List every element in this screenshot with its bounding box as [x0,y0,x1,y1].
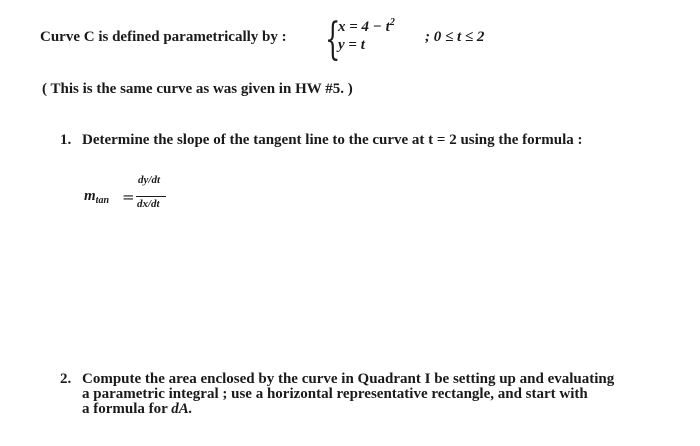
fraction-numerator: dy/dt [138,174,160,186]
question-2-line-3 [60,402,614,417]
question-2-dA: dA. [171,401,193,417]
equation-x [338,17,395,36]
question-2-line-3-text: a formula for [82,401,172,417]
question-2 [60,372,614,417]
fraction-bar [136,196,166,197]
fraction-denominator: dx/dt [137,198,160,210]
slope-subscript: tan [95,195,110,206]
question-2-line-2: a parametric integral ; use a horizontal representative rectangle, and start with [82,386,588,402]
slope-m: m [84,188,96,204]
question-2-line-1: Compute the area enclosed by the curve in Quadrant I be setting up and evaluating [82,371,615,387]
slope-symbol [84,188,109,206]
equation-x-exponent: 2 [389,17,395,28]
homework-note: ( This is the same curve as was given in HW #5. ) [42,81,353,97]
question-1 [60,132,583,149]
question-1-number: 1. [60,132,72,148]
left-brace: { [325,14,341,65]
question-2-number: 2. [60,371,72,387]
equation-y: y = t [338,37,365,53]
equation-x-text: x = 4 − t [338,19,390,35]
question-1-text: Determine the slope of the tangent line to the curve at t = 2 using the formula : [82,132,583,148]
parameter-domain: ; 0 ≤ t ≤ 2 [425,29,485,45]
curve-definition-label: Curve C is defined parametrically by : [40,29,287,45]
equals-sign: = [122,188,135,206]
